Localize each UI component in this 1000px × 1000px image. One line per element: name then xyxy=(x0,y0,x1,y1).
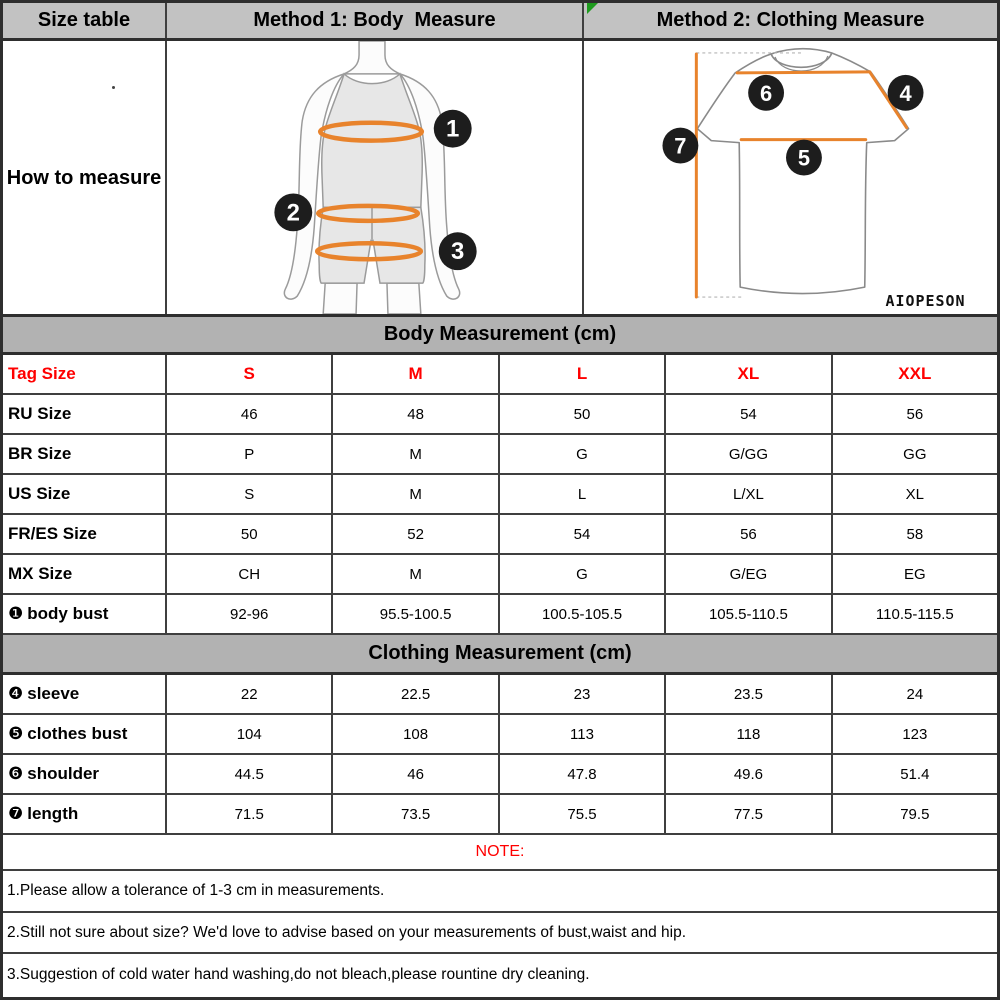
tshirt-svg xyxy=(584,41,997,314)
cell-value: 58 xyxy=(906,525,924,543)
row-label-text: clothes bust xyxy=(27,724,128,743)
brand-text: AIOPESON xyxy=(885,292,966,311)
cell-value: 54 xyxy=(500,515,666,553)
marker-1-icon: ❶ xyxy=(8,604,24,624)
cell-value: 73.5 xyxy=(333,795,499,833)
marker-6 xyxy=(748,75,784,111)
row-label: US Size xyxy=(3,475,167,513)
table-row-sleeve xyxy=(3,675,997,715)
cell-value: XL xyxy=(905,485,924,503)
size-table-title: Size table xyxy=(3,3,167,38)
cell-value: 75.5 xyxy=(500,795,666,833)
cell-value: 113 xyxy=(500,715,666,753)
illustration-row xyxy=(3,41,997,317)
cell-value: EG xyxy=(903,565,926,583)
body-measure-illustration xyxy=(167,41,584,314)
cell-value: 46 xyxy=(167,395,333,433)
body-left-leg xyxy=(323,283,357,314)
cell-value: 46 xyxy=(333,755,499,793)
table-row-body-bust xyxy=(3,595,997,635)
table-row-shoulder xyxy=(3,755,997,795)
row-label-text: sleeve xyxy=(27,684,80,703)
method1-title: Method 1: Body Measure xyxy=(167,3,584,38)
row-label: BR Size xyxy=(3,435,167,473)
cell-value: 48 xyxy=(333,395,499,433)
size-col-l: L xyxy=(500,355,666,393)
svg-text:6: 6 xyxy=(759,80,773,106)
cell-value: 24 xyxy=(906,685,924,703)
row-label xyxy=(3,795,167,833)
clothing-measure-illustration xyxy=(584,41,997,314)
svg-text:3: 3 xyxy=(451,238,465,266)
cell-value: 123 xyxy=(902,725,928,743)
cell-value: M xyxy=(333,475,499,513)
note-title: NOTE: xyxy=(3,835,997,871)
marker-1 xyxy=(434,110,472,148)
svg-text:1: 1 xyxy=(446,115,460,143)
cell-value: 79.5 xyxy=(900,805,930,823)
cell-value: 56 xyxy=(666,515,832,553)
cell-value: 100.5-105.5 xyxy=(500,595,666,633)
table-row-us-size xyxy=(3,475,997,515)
table-row-mx-size xyxy=(3,555,997,595)
row-label-text: length xyxy=(27,804,79,823)
cell-value: 51.4 xyxy=(900,765,930,783)
cell-value: 23 xyxy=(500,675,666,713)
note-item-2: 2.Still not sure about size? We'd love to advise based on your measurements of bust,waist and hip. xyxy=(3,913,997,954)
size-col-m: M xyxy=(333,355,499,393)
cell-value: 54 xyxy=(666,395,832,433)
row-label-text: body bust xyxy=(27,604,109,623)
size-col-s: S xyxy=(167,355,333,393)
note-item-3: 3.Suggestion of cold water hand washing,do not bleach,please rountine dry cleaning. xyxy=(7,965,590,983)
cell-value: 92-96 xyxy=(167,595,333,633)
tag-size-row xyxy=(3,355,997,395)
cell-value: 50 xyxy=(167,515,333,553)
size-col-xxl: XXL xyxy=(898,364,932,383)
table-row-length xyxy=(3,795,997,835)
cell-value: G/GG xyxy=(666,435,832,473)
marker-4-icon: ❹ xyxy=(8,684,24,704)
body-right-leg xyxy=(387,283,421,314)
cell-value: L/XL xyxy=(666,475,832,513)
cell-value: 104 xyxy=(167,715,333,753)
note-item-1: 1.Please allow a tolerance of 1-3 cm in measurements. xyxy=(3,871,997,913)
size-col-xl: XL xyxy=(666,355,832,393)
method2-title: Method 2: Clothing Measure xyxy=(584,3,997,38)
cell-value: 108 xyxy=(333,715,499,753)
cell-value: L xyxy=(500,475,666,513)
cell-value: M xyxy=(333,555,499,593)
marker-4 xyxy=(888,75,924,111)
stray-dot xyxy=(112,86,115,89)
cell-value: 52 xyxy=(333,515,499,553)
cell-value: G/EG xyxy=(666,555,832,593)
cell-value: 110.5-115.5 xyxy=(875,605,954,623)
svg-text:5: 5 xyxy=(797,145,811,171)
row-label: RU Size xyxy=(3,395,167,433)
green-corner-flag-icon xyxy=(587,3,599,15)
cell-value: 118 xyxy=(666,715,832,753)
row-label xyxy=(3,595,167,633)
cell-value: 77.5 xyxy=(666,795,832,833)
marker-3 xyxy=(439,232,477,270)
row-label xyxy=(3,755,167,793)
marker-6-icon: ❻ xyxy=(8,764,24,784)
cell-value: 22.5 xyxy=(333,675,499,713)
svg-text:7: 7 xyxy=(674,133,687,159)
cell-value: G xyxy=(500,435,666,473)
cell-value: 49.6 xyxy=(666,755,832,793)
row-label-text: shoulder xyxy=(27,764,100,783)
cell-value: 105.5-110.5 xyxy=(666,595,832,633)
svg-text:2: 2 xyxy=(286,199,300,227)
cell-value: 56 xyxy=(906,405,924,423)
cell-value: 50 xyxy=(500,395,666,433)
row-label xyxy=(3,675,167,713)
header-row xyxy=(3,3,997,41)
cell-value: 22 xyxy=(167,675,333,713)
cell-value: 47.8 xyxy=(500,755,666,793)
marker-5 xyxy=(786,140,822,176)
cell-value: S xyxy=(167,475,333,513)
clothing-measurement-band: Clothing Measurement (cm) xyxy=(3,635,997,675)
row-label: FR/ES Size xyxy=(3,515,167,553)
marker-7 xyxy=(662,128,698,164)
row-label: MX Size xyxy=(3,555,167,593)
marker-2 xyxy=(274,193,312,231)
shoulder-measure-line xyxy=(737,72,870,73)
tag-size-label: Tag Size xyxy=(3,355,167,393)
cell-value: 23.5 xyxy=(666,675,832,713)
cell-value: 44.5 xyxy=(167,755,333,793)
table-row-br-size xyxy=(3,435,997,475)
table-row-fres-size xyxy=(3,515,997,555)
cell-value: G xyxy=(500,555,666,593)
cell-value: GG xyxy=(903,445,927,463)
cell-value: 71.5 xyxy=(167,795,333,833)
how-to-measure-label: How to measure xyxy=(3,41,167,314)
body-measurement-band: Body Measurement (cm) xyxy=(3,317,997,355)
body-figure-svg xyxy=(167,41,582,314)
marker-5-icon: ❺ xyxy=(8,724,24,744)
cell-value: 95.5-100.5 xyxy=(333,595,499,633)
table-row-ru-size xyxy=(3,395,997,435)
marker-7-icon: ❼ xyxy=(8,804,24,824)
table-row-clothes-bust xyxy=(3,715,997,755)
cell-value: CH xyxy=(167,555,333,593)
svg-text:4: 4 xyxy=(899,80,912,106)
cell-value: M xyxy=(333,435,499,473)
cell-value: P xyxy=(167,435,333,473)
body-neck xyxy=(344,41,400,74)
row-label xyxy=(3,715,167,753)
